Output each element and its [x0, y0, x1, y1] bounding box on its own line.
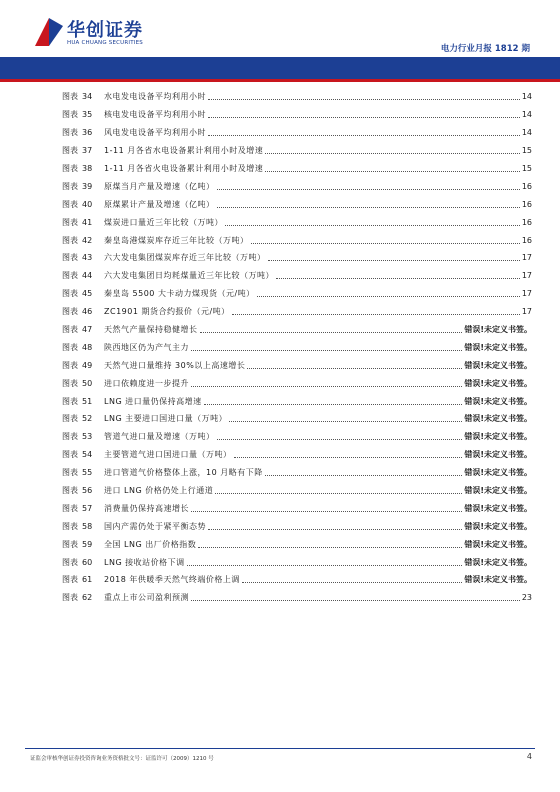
toc-leader-dots [234, 457, 463, 458]
toc-entry-number: 37 [82, 146, 93, 156]
toc-entry-label: 图表 [62, 164, 78, 173]
toc-entry[interactable] [62, 356, 532, 374]
toc-entry[interactable] [62, 106, 532, 124]
toc-entry[interactable] [62, 535, 532, 553]
header-blue-bar [0, 57, 560, 79]
toc-entry-number: 62 [82, 593, 93, 603]
toc-entry-label: 图表 [62, 217, 78, 227]
toc-entry[interactable] [62, 410, 532, 428]
toc-entry-title: 全国 LNG 出厂价格指数 [104, 539, 197, 549]
toc-entry-label: 图表 [62, 450, 78, 460]
toc-entry[interactable] [62, 338, 532, 356]
toc-entry-label: 图表 [62, 575, 78, 585]
logo-chinese-name: 华创证券 [67, 20, 143, 41]
toc-leader-dots [217, 439, 463, 440]
toc-entry-number: 61 [82, 575, 93, 585]
toc-entry-title: 主要管道气进口国进口量（万吨） [104, 450, 232, 460]
toc-entry-number: 36 [82, 128, 93, 138]
toc-entry-page: 16 [521, 199, 532, 209]
toc-entry-label: 图表 [62, 128, 78, 138]
toc-entry-number: 49 [82, 360, 93, 370]
toc-entry-number: 43 [82, 253, 93, 263]
toc-entry-title: ZC1901 期货合约报价（元/吨） [104, 307, 230, 317]
toc-entry-title: LNG 进口量仍保持高增速 [104, 396, 202, 406]
toc-entry-number: 56 [82, 486, 93, 496]
toc-leader-dots [242, 582, 462, 583]
toc-entry-page: 错误!未定义书签。 [464, 432, 532, 442]
toc-leader-dots [208, 99, 520, 100]
toc-entry-page: 错误!未定义书签。 [464, 539, 532, 549]
toc-entry-page: 17 [521, 253, 532, 263]
toc-entry-label: 图表 [62, 289, 78, 299]
toc-entry-title: 1-11 月各省火电设备累计利用小时及增速 [104, 164, 264, 173]
toc-entry-label: 图表 [62, 593, 78, 603]
toc-entry-title: 水电发电设备平均利用小时 [104, 92, 206, 102]
toc-leader-dots [208, 135, 520, 136]
toc-entry-number: 39 [82, 181, 93, 191]
toc-leader-dots [251, 243, 520, 244]
toc-entry-number: 59 [82, 539, 93, 549]
toc-entry-label: 图表 [62, 342, 78, 352]
toc-entry[interactable] [62, 285, 532, 303]
toc-leader-dots [204, 404, 463, 405]
toc-entry[interactable] [62, 231, 532, 249]
toc-entry-title: 六大发电集团煤炭库存近三年比较（万吨） [104, 253, 266, 263]
toc-entry-page: 错误!未定义书签。 [464, 468, 532, 478]
toc-leader-dots [215, 493, 462, 494]
toc-entry[interactable] [62, 321, 532, 339]
toc-entry-title: 陕西地区仍为产气主力 [104, 342, 189, 352]
toc-entry-number: 54 [82, 450, 93, 460]
toc-entry-page: 17 [521, 289, 532, 299]
toc-entry-number: 45 [82, 289, 93, 299]
toc-entry-number: 50 [82, 378, 93, 388]
toc-leader-dots [229, 421, 462, 422]
logo-mark-icon [35, 16, 63, 46]
toc-entry-title: 秦皇岛 5500 大卡动力煤现货（元/吨） [104, 289, 255, 299]
toc-entry-number: 60 [82, 557, 93, 567]
toc-entry-label: 图表 [62, 146, 78, 156]
toc-entry-title: 天然气产量保持稳健增长 [104, 325, 198, 335]
toc-entry-title: 国内产需仍处于紧平衡态势 [104, 521, 206, 531]
toc-entry-number: 47 [82, 325, 93, 335]
toc-entry-page: 错误!未定义书签。 [464, 342, 532, 352]
toc-entry-page: 错误!未定义书签。 [464, 521, 532, 531]
toc-entry-page: 错误!未定义书签。 [464, 378, 532, 388]
toc-entry-title: 风电发电设备平均利用小时 [104, 128, 206, 138]
toc-entry-title: 原煤当月产量及增速（亿吨） [104, 181, 215, 191]
toc-entry-page: 错误!未定义书签。 [464, 450, 532, 460]
toc-entry[interactable] [62, 589, 532, 607]
toc-entry-page: 14 [521, 128, 532, 138]
toc-entry-title: 六大发电集团日均耗煤量近三年比较（万吨） [104, 271, 274, 281]
toc-leader-dots [257, 296, 520, 297]
toc-entry[interactable] [62, 177, 532, 195]
toc-entry-page: 16 [521, 181, 532, 191]
toc-entry-title: 重点上市公司盈利预测 [104, 593, 189, 603]
toc-entry-page: 15 [521, 164, 532, 173]
toc-entry-number: 38 [82, 164, 93, 173]
toc-entry-title: 天然气进口量维持 30%以上高速增长 [104, 360, 246, 370]
toc-leader-dots [217, 189, 520, 190]
toc-leader-dots [247, 368, 462, 369]
toc-entry[interactable] [62, 464, 532, 482]
toc-entry[interactable] [62, 517, 532, 535]
toc-entry-label: 图表 [62, 539, 78, 549]
toc-leader-dots [217, 207, 520, 208]
toc-entry-title: 秦皇岛港煤炭库存近三年比较（万吨） [104, 235, 249, 245]
toc-entry-title: 煤炭进口量近三年比较（万吨） [104, 217, 223, 227]
toc-entry-number: 48 [82, 342, 93, 352]
toc-entry-title: 管道气进口量及增速（万吨） [104, 432, 215, 442]
toc-entry-label: 图表 [62, 235, 78, 245]
toc-entry-label: 图表 [62, 325, 78, 335]
toc-entry[interactable] [62, 446, 532, 464]
toc-entry-number: 34 [82, 92, 93, 102]
toc-entry-title: LNG 接收站价格下调 [104, 557, 185, 567]
toc-leader-dots [276, 278, 520, 279]
toc-entry-label: 图表 [62, 110, 78, 120]
toc-leader-dots [265, 475, 463, 476]
toc-leader-dots [198, 547, 462, 548]
toc-entry-title: 核电发电设备平均利用小时 [104, 110, 206, 120]
toc-entry[interactable] [62, 195, 532, 213]
report-title: 电力行业月报 1812 期 [440, 44, 530, 54]
toc-entry[interactable] [62, 374, 532, 392]
toc-entry-page: 14 [521, 92, 532, 102]
toc-entry-number: 52 [82, 414, 93, 424]
toc-entry-page: 14 [521, 110, 532, 120]
toc-entry-page: 17 [521, 307, 532, 317]
toc-entry-title: 进口 LNG 价格仍处上行通道 [104, 486, 214, 496]
toc-entry-title: LNG 主要进口国进口量（万吨） [104, 414, 228, 424]
toc-entry-title: 消费量仍保持高速增长 [104, 503, 189, 513]
toc-entry[interactable] [62, 499, 532, 517]
toc-entry-label: 图表 [62, 432, 78, 442]
toc-entry[interactable] [62, 160, 532, 178]
toc-entry-number: 57 [82, 503, 93, 513]
toc-entry-page: 错误!未定义书签。 [464, 486, 532, 496]
toc-entry-number: 41 [82, 217, 93, 227]
toc-entry-label: 图表 [62, 503, 78, 513]
toc-entry[interactable] [62, 553, 532, 571]
toc-entry-page: 错误!未定义书签。 [464, 414, 532, 424]
footer-divider [25, 748, 535, 749]
toc-entry-number: 46 [82, 307, 93, 317]
toc-leader-dots [187, 565, 463, 566]
toc-entry[interactable] [62, 303, 532, 321]
toc-entry-label: 图表 [62, 253, 78, 263]
toc-entry-number: 44 [82, 271, 93, 281]
toc-entry-page: 错误!未定义书签。 [464, 575, 532, 585]
toc-entry-page: 17 [521, 271, 532, 281]
toc-entry-page: 15 [521, 146, 532, 156]
toc-entry[interactable] [62, 392, 532, 410]
toc-leader-dots [265, 171, 520, 172]
toc-entry-label: 图表 [62, 486, 78, 496]
toc-leader-dots [208, 117, 520, 118]
toc-entry-label: 图表 [62, 414, 78, 424]
toc-leader-dots [232, 314, 520, 315]
toc-leader-dots [191, 350, 462, 351]
toc-list [62, 88, 532, 607]
toc-entry-label: 图表 [62, 521, 78, 531]
toc-entry-label: 图表 [62, 92, 78, 102]
toc-entry-number: 40 [82, 199, 93, 209]
toc-entry-label: 图表 [62, 360, 78, 370]
toc-entry-number: 35 [82, 110, 93, 120]
toc-entry-title: 2018 年供暖季天然气终端价格上调 [104, 575, 240, 585]
toc-entry[interactable] [62, 142, 532, 160]
toc-entry-title: 进口管道气价格整体上涨，10 月略有下降 [104, 468, 263, 478]
toc-entry-number: 51 [82, 396, 93, 406]
toc-entry[interactable] [62, 213, 532, 231]
toc-entry-page: 16 [521, 217, 532, 227]
toc-entry-title: 进口依赖度进一步提升 [104, 378, 189, 388]
toc-entry-label: 图表 [62, 271, 78, 281]
toc-leader-dots [225, 225, 520, 226]
toc-entry-page: 错误!未定义书签。 [464, 325, 532, 335]
toc-leader-dots [268, 260, 520, 261]
logo-english-name: HUA CHUANG SECURITIES [67, 40, 143, 46]
toc-entry-page: 23 [521, 593, 532, 603]
toc-entry-label: 图表 [62, 378, 78, 388]
toc-entry-label: 图表 [62, 181, 78, 191]
toc-entry-label: 图表 [62, 199, 78, 209]
toc-entry[interactable] [62, 267, 532, 285]
toc-entry[interactable] [62, 482, 532, 500]
toc-leader-dots [265, 153, 520, 154]
toc-entry[interactable] [62, 428, 532, 446]
toc-entry-label: 图表 [62, 468, 78, 478]
toc-entry-page: 错误!未定义书签。 [464, 557, 532, 567]
toc-leader-dots [191, 511, 462, 512]
toc-entry[interactable] [62, 249, 532, 267]
toc-entry-title: 原煤累计产量及增速（亿吨） [104, 199, 215, 209]
toc-leader-dots [191, 600, 520, 601]
toc-entry-number: 53 [82, 432, 93, 442]
toc-leader-dots [200, 332, 463, 333]
toc-entry-title: 1-11 月各省水电设备累计利用小时及增速 [104, 146, 264, 156]
toc-entry-label: 图表 [62, 396, 78, 406]
toc-entry-page: 错误!未定义书签。 [464, 503, 532, 513]
footer-license-text: 证监会审核华创证券投资咨询业务资格批文号：证监许可（2009）1210 号 [30, 756, 214, 762]
toc-leader-dots [208, 529, 462, 530]
header-red-line [0, 79, 560, 82]
toc-entry-label: 图表 [62, 557, 78, 567]
toc-leader-dots [191, 386, 462, 387]
toc-entry-number: 58 [82, 521, 93, 531]
toc-entry[interactable] [62, 88, 532, 106]
page-header [0, 0, 560, 60]
toc-entry-number: 42 [82, 235, 93, 245]
toc-entry[interactable] [62, 571, 532, 589]
toc-entry-label: 图表 [62, 307, 78, 317]
toc-entry-number: 55 [82, 468, 93, 478]
toc-entry-page: 错误!未定义书签。 [464, 360, 532, 370]
toc-entry-page: 错误!未定义书签。 [464, 396, 532, 406]
company-logo [35, 14, 185, 54]
toc-entry-page: 16 [521, 235, 532, 245]
page-number: 4 [526, 752, 532, 761]
toc-entry[interactable] [62, 124, 532, 142]
